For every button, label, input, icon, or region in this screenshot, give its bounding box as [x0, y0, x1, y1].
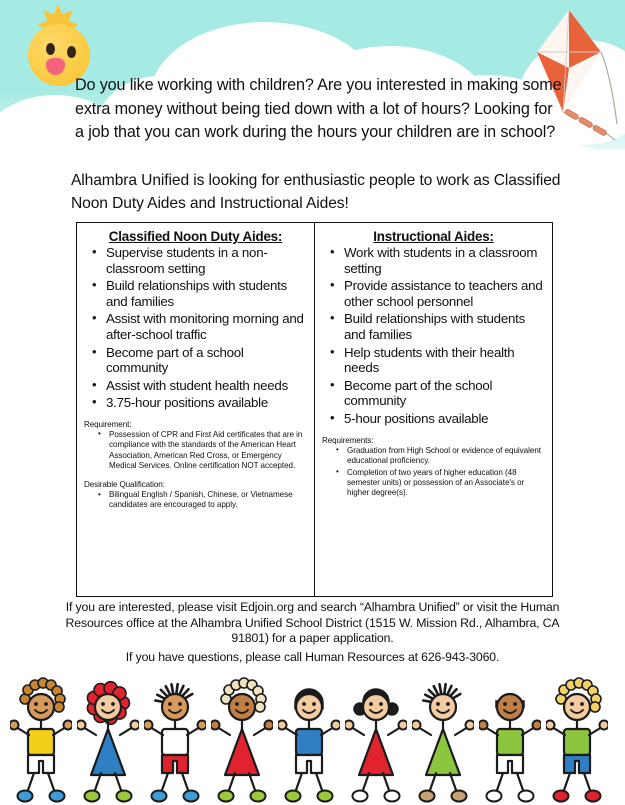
intro-paragraph: Do you like working with children? Are you interested in making some extra money without being tied down with a lot of hours? Looking for a job that you can work during the hours your children are in school? [75, 76, 562, 141]
desirable-list [82, 490, 309, 511]
duties-list [320, 245, 547, 427]
child-figure [345, 677, 407, 805]
child-figure [77, 677, 139, 805]
child-figure [278, 677, 340, 805]
column-instructional-aides [315, 223, 552, 596]
list-item: • Assist with monitoring morning and after-school traffic [106, 311, 309, 342]
list-item: • Provide assistance to teachers and other school personnel [344, 278, 547, 309]
list-item: • 5-hour positions available [344, 411, 547, 427]
requirements-list [320, 446, 547, 499]
list-item: • Build relationships with students and families [106, 278, 309, 309]
column-heading: Instructional Aides: [373, 229, 494, 244]
column-classified-noon-duty-aides [77, 223, 315, 596]
list-item: • Become part of a school community [106, 345, 309, 376]
list-item: • 3.75-hour positions available [106, 395, 309, 411]
child-figure [412, 677, 474, 805]
positions-table [76, 222, 553, 597]
list-item: • Possession of CPR and First Aid certificates that are in compliance with the standards of the American Heart Association, American Red Cross, or Emergency Medical Services. Online certification NOT accepted. [109, 430, 309, 471]
application-instructions: If you are interested, please visit Edjoin.org and search “Alhambra Unified” or visit the Human Resources office at the Alhambra Unified School District (1515 W. Mission Rd., Alhambra, CA 91801) for a paper application. [65, 600, 560, 646]
duties-list [82, 245, 309, 411]
list-item: • Completion of two years of higher education (48 semester units) or possession of an Associate's or higher degree(s). [347, 468, 547, 499]
child-figure [546, 677, 608, 805]
column-heading: Classified Noon Duty Aides: [108, 229, 283, 244]
list-item: • Build relationships with students and families [344, 311, 547, 342]
children-illustration [0, 672, 625, 805]
list-item: • Assist with student health needs [106, 378, 309, 394]
list-item: • Become part of the school community [344, 378, 547, 409]
child-figure [211, 677, 273, 805]
list-item: • Help students with their health needs [344, 345, 547, 376]
child-figure [144, 677, 206, 805]
requirements-list [82, 430, 309, 471]
requirement-label: Requirement: [84, 419, 132, 429]
child-figure [479, 677, 541, 805]
lead-paragraph: Alhambra Unified is looking for enthusiastic people to work as Classified Noon Duty Aides and Instructional Aides! [71, 172, 561, 212]
contact-info: If you have questions, please call Human Resources at 626-943-3060. [125, 650, 500, 664]
list-item: • Work with students in a classroom setting [344, 245, 547, 276]
desirable-qualification-label: Desirable Qualification: [84, 480, 165, 490]
child-figure [10, 677, 72, 805]
list-item: • Graduation from High School or evidence of equivalent educational proficiency. [347, 446, 547, 467]
requirements-label: Requirements: [322, 435, 374, 445]
list-item: • Bilingual English / Spanish, Chinese, or Vietnamese candidates are encouraged to apply. [109, 490, 309, 511]
list-item: • Supervise students in a non-classroom setting [106, 245, 309, 276]
